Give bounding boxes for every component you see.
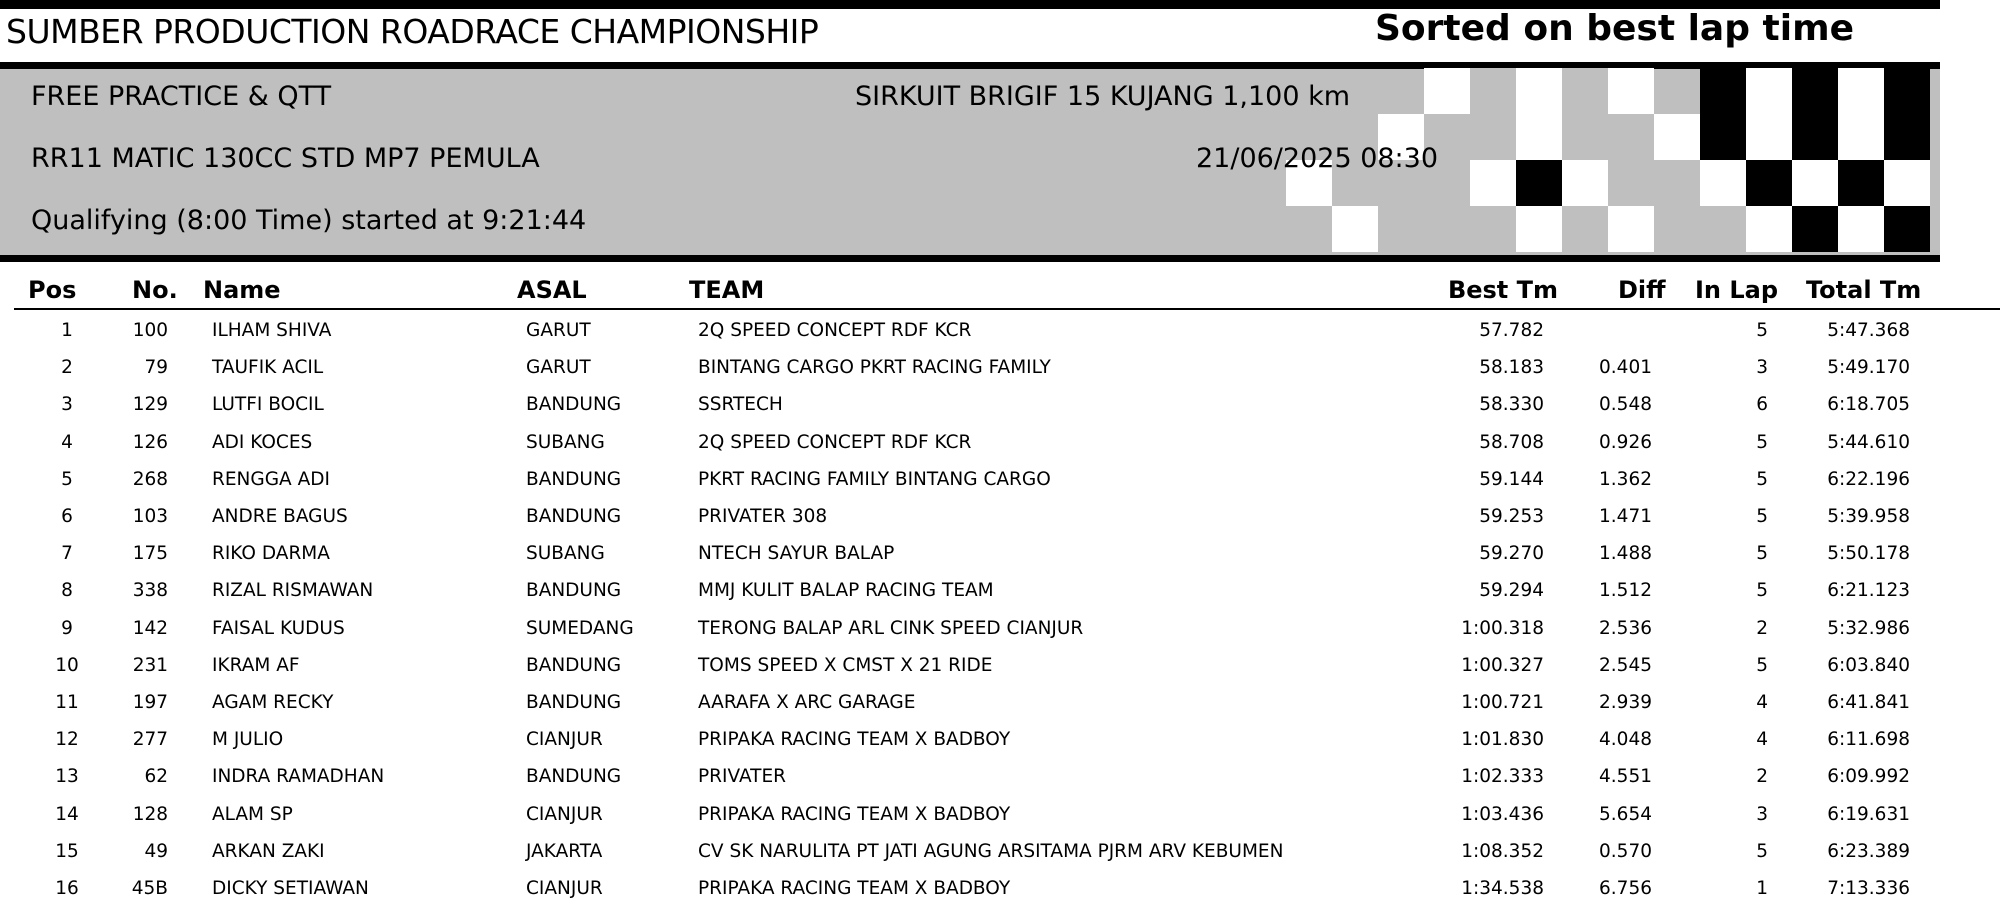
cell-no: 197 (132, 692, 168, 713)
cell-in-lap: 4 (1756, 729, 1768, 751)
cell-total-tm: 6:22.196 (1827, 468, 1910, 490)
cell-best-tm: 1:08.352 (1461, 840, 1544, 862)
flag-square (1700, 114, 1746, 160)
cell-in-lap: 4 (1756, 692, 1768, 713)
cell-total-tm: 6:11.698 (1827, 729, 1910, 751)
cell-team: PRIPAKA RACING TEAM X BADBOY (698, 878, 1011, 899)
cell-pos: 7 (61, 543, 73, 565)
col-header-best-tm-clip (1446, 270, 1558, 310)
col-header-no: No. (132, 276, 178, 304)
cell-pos: 4 (61, 431, 73, 453)
cell-name: DICKY SETIAWAN (212, 878, 369, 899)
table-row (0, 386, 2000, 423)
table-row (0, 758, 2000, 795)
cell-no: 175 (132, 543, 168, 565)
flag-square (1470, 68, 1516, 114)
flag-square (1562, 206, 1608, 252)
cell-in-lap: 5 (1756, 320, 1768, 341)
flag-square (1424, 206, 1470, 252)
cell-best-tm: 59.144 (1479, 468, 1544, 490)
cell-name: ILHAM SHIVA (212, 320, 332, 341)
cell-in-lap: 2 (1756, 766, 1768, 788)
col-header-in-lap: In Lap (1694, 276, 1778, 304)
cell-pos: 5 (61, 468, 73, 490)
cell-diff: 1.471 (1599, 506, 1652, 527)
flag-square (1838, 114, 1884, 160)
flag-square (1470, 206, 1516, 252)
flag-square (1838, 160, 1884, 206)
flag-square (1792, 114, 1838, 160)
flag-square (1424, 68, 1470, 114)
cell-name: M JULIO (212, 729, 284, 751)
flag-square (1608, 206, 1654, 252)
cell-asal: SUBANG (526, 431, 605, 453)
col-header-name: Name (203, 276, 281, 304)
cell-in-lap: 5 (1756, 468, 1768, 490)
table-row (0, 349, 2000, 386)
cell-pos: 1 (61, 320, 73, 341)
page-title: SUMBER PRODUCTION ROADRACE CHAMPIONSHIP (6, 12, 819, 51)
table-row (0, 870, 2000, 907)
cell-asal: SUBANG (526, 543, 605, 565)
cell-diff: 6.756 (1599, 878, 1652, 899)
flag-square (1838, 206, 1884, 252)
cell-name: IKRAM AF (212, 654, 300, 676)
cell-asal: BANDUNG (526, 766, 622, 788)
cell-pos: 9 (61, 617, 73, 639)
flag-square (1516, 68, 1562, 114)
cell-team: SSRTECH (698, 394, 783, 416)
cell-team: PKRT RACING FAMILY BINTANG CARGO (698, 468, 1051, 490)
cell-name: AGAM RECKY (212, 692, 334, 713)
cell-name: ADI KOCES (212, 431, 313, 453)
cell-best-tm: 1:34.538 (1461, 878, 1544, 899)
cell-diff: 1.488 (1599, 543, 1652, 565)
flag-square (1746, 206, 1792, 252)
cell-best-tm: 59.253 (1479, 506, 1544, 527)
col-header-team: TEAM (689, 276, 765, 304)
cell-asal: BANDUNG (526, 692, 622, 713)
session-info-panel (0, 62, 1940, 262)
flag-square (1516, 160, 1562, 206)
cell-in-lap: 1 (1756, 878, 1768, 899)
cell-pos: 3 (61, 394, 73, 416)
cell-diff: 0.548 (1599, 394, 1652, 416)
col-header-best-tm: Best Tm (1447, 276, 1558, 304)
cell-asal: GARUT (526, 320, 591, 341)
cell-best-tm: 58.183 (1479, 357, 1544, 379)
session-name: FREE PRACTICE & QTT (31, 81, 332, 112)
flag-square (1562, 160, 1608, 206)
cell-pos: 12 (55, 729, 79, 751)
cell-best-tm: 1:00.327 (1461, 654, 1544, 676)
cell-no: 100 (132, 320, 168, 341)
cell-diff: 4.551 (1599, 766, 1652, 788)
cell-best-tm: 58.708 (1479, 431, 1544, 453)
cell-asal: JAKARTA (526, 840, 603, 862)
session-datetime: 21/06/2025 08:30 (1196, 143, 1439, 174)
cell-asal: GARUT (526, 357, 591, 379)
cell-name: RENGGA ADI (212, 468, 330, 490)
cell-asal: CIANJUR (526, 803, 603, 825)
cell-team: TERONG BALAP ARL CINK SPEED CIANJUR (698, 617, 1084, 639)
flag-square (1792, 206, 1838, 252)
col-header-total-tm: Total Tm (1806, 276, 1922, 304)
cell-best-tm: 1:00.721 (1461, 692, 1544, 713)
cell-name: TAUFIK ACIL (212, 357, 324, 379)
cell-pos: 14 (55, 803, 79, 825)
cell-pos: 15 (55, 840, 79, 862)
cell-asal: BANDUNG (526, 654, 622, 676)
cell-diff: 5.654 (1599, 803, 1652, 825)
cell-best-tm: 1:01.830 (1461, 729, 1544, 751)
cell-pos: 11 (55, 692, 79, 713)
cell-no: 62 (144, 766, 168, 788)
cell-in-lap: 6 (1756, 394, 1768, 416)
cell-in-lap: 2 (1756, 617, 1768, 639)
cell-asal: BANDUNG (526, 506, 622, 527)
flag-square (1746, 114, 1792, 160)
cell-no: 128 (132, 803, 168, 825)
flag-square (1884, 206, 1930, 252)
flag-square (1608, 114, 1654, 160)
cell-asal: CIANJUR (526, 878, 603, 899)
cell-total-tm: 6:09.992 (1827, 766, 1910, 788)
cell-total-tm: 5:47.368 (1827, 320, 1910, 341)
race-class: RR11 MATIC 130CC STD MP7 PEMULA (31, 143, 540, 174)
cell-total-tm: 6:18.705 (1827, 394, 1910, 416)
cell-in-lap: 5 (1756, 840, 1768, 862)
flag-square (1792, 160, 1838, 206)
flag-square (1562, 68, 1608, 114)
cell-no: 103 (132, 506, 168, 527)
table-row (0, 312, 2000, 349)
cell-in-lap: 5 (1756, 654, 1768, 676)
table-row (0, 572, 2000, 609)
qualifying-info: Qualifying (8:00 Time) started at 9:21:44 (31, 205, 587, 236)
cell-no: 268 (132, 468, 168, 490)
table-row (0, 684, 2000, 721)
cell-no: 45B (131, 878, 168, 899)
header-divider (14, 308, 2000, 310)
cell-no: 338 (132, 580, 168, 602)
flag-square (1700, 160, 1746, 206)
cell-team: PRIPAKA RACING TEAM X BADBOY (698, 729, 1011, 751)
cell-pos: 16 (55, 878, 79, 899)
circuit-name: SIRKUIT BRIGIF 15 KUJANG 1,100 km (855, 81, 1351, 112)
cell-name: ARKAN ZAKI (212, 840, 325, 862)
col-header-pos: Pos (28, 276, 77, 304)
cell-best-tm: 1:03.436 (1461, 803, 1544, 825)
flag-square (1562, 114, 1608, 160)
flag-square (1884, 114, 1930, 160)
cell-pos: 10 (55, 654, 79, 676)
cell-team: TOMS SPEED X CMST X 21 RIDE (698, 654, 993, 676)
cell-team: BINTANG CARGO PKRT RACING FAMILY (698, 357, 1051, 379)
cell-name: INDRA RAMADHAN (212, 766, 385, 788)
cell-best-tm: 1:00.318 (1461, 617, 1544, 639)
col-header-diff: Diff (1618, 276, 1666, 304)
cell-pos: 6 (61, 506, 73, 527)
cell-team: 2Q SPEED CONCEPT RDF KCR (698, 431, 972, 453)
cell-total-tm: 6:19.631 (1827, 803, 1910, 825)
cell-name: RIKO DARMA (212, 543, 330, 565)
cell-diff: 2.545 (1599, 654, 1652, 676)
cell-no: 129 (132, 394, 168, 416)
cell-total-tm: 6:23.389 (1827, 840, 1910, 862)
cell-best-tm: 1:02.333 (1461, 766, 1544, 788)
flag-square (1884, 68, 1930, 114)
cell-no: 231 (132, 654, 168, 676)
cell-asal: BANDUNG (526, 580, 622, 602)
cell-in-lap: 5 (1756, 580, 1768, 602)
cell-asal: SUMEDANG (526, 617, 634, 639)
flag-square (1792, 68, 1838, 114)
cell-team: AARAFA X ARC GARAGE (698, 692, 916, 713)
cell-asal: BANDUNG (526, 468, 622, 490)
cell-in-lap: 3 (1756, 803, 1768, 825)
cell-best-tm: 59.270 (1479, 543, 1544, 565)
cell-diff: 2.939 (1599, 692, 1652, 713)
cell-no: 142 (132, 617, 168, 639)
cell-in-lap: 5 (1756, 431, 1768, 453)
cell-pos: 13 (55, 766, 79, 788)
cell-diff: 1.362 (1599, 468, 1652, 490)
col-header-in-lap-clip (1694, 270, 1778, 310)
cell-diff: 0.401 (1599, 357, 1652, 379)
cell-total-tm: 5:39.958 (1827, 506, 1910, 527)
cell-no: 126 (132, 431, 168, 453)
table-row (0, 498, 2000, 535)
cell-best-tm: 57.782 (1479, 320, 1544, 341)
flag-square (1746, 160, 1792, 206)
cell-total-tm: 5:44.610 (1827, 431, 1910, 453)
cell-name: FAISAL KUDUS (212, 617, 345, 639)
cell-best-tm: 58.330 (1479, 394, 1544, 416)
cell-in-lap: 5 (1756, 506, 1768, 527)
flag-square (1654, 114, 1700, 160)
cell-total-tm: 7:13.336 (1827, 878, 1910, 899)
cell-total-tm: 5:32.986 (1827, 617, 1910, 639)
cell-team: MMJ KULIT BALAP RACING TEAM (698, 580, 994, 602)
cell-total-tm: 6:03.840 (1827, 654, 1910, 676)
cell-diff: 0.570 (1599, 840, 1652, 862)
flag-square (1608, 68, 1654, 114)
cell-asal: BANDUNG (526, 394, 622, 416)
cell-asal: CIANJUR (526, 729, 603, 751)
cell-team: PRIVATER (698, 766, 787, 788)
cell-in-lap: 3 (1756, 357, 1768, 379)
cell-best-tm: 59.294 (1479, 580, 1544, 602)
cell-name: LUTFI BOCIL (212, 394, 324, 416)
table-row (0, 461, 2000, 498)
flag-square (1746, 68, 1792, 114)
flag-square (1654, 206, 1700, 252)
table-row (0, 647, 2000, 684)
sort-label: Sorted on best lap time (1375, 8, 1855, 49)
cell-name: ANDRE BAGUS (212, 506, 348, 527)
flag-square (1838, 68, 1884, 114)
table-row (0, 721, 2000, 758)
flag-square (1884, 160, 1930, 206)
cell-diff: 4.048 (1599, 729, 1652, 751)
cell-total-tm: 5:50.178 (1827, 543, 1910, 565)
flag-square (1516, 206, 1562, 252)
flag-square (1470, 114, 1516, 160)
cell-pos: 8 (61, 580, 73, 602)
flag-square (1700, 68, 1746, 114)
cell-in-lap: 5 (1756, 543, 1768, 565)
flag-square (1516, 114, 1562, 160)
cell-team: CV SK NARULITA PT JATI AGUNG ARSITAMA PJRM ARV KEBUMEN (698, 840, 1284, 862)
cell-no: 49 (144, 840, 168, 862)
cell-team: NTECH SAYUR BALAP (698, 543, 895, 565)
flag-square (1608, 160, 1654, 206)
cell-no: 79 (144, 357, 168, 379)
cell-team: PRIPAKA RACING TEAM X BADBOY (698, 803, 1011, 825)
table-row (0, 796, 2000, 833)
cell-team: 2Q SPEED CONCEPT RDF KCR (698, 320, 972, 341)
col-header-asal: ASAL (517, 276, 587, 304)
cell-total-tm: 6:21.123 (1827, 580, 1910, 602)
flag-square (1470, 160, 1516, 206)
flag-square (1332, 206, 1378, 252)
cell-diff: 0.926 (1599, 431, 1652, 453)
cell-diff: 2.536 (1599, 617, 1652, 639)
cell-team: PRIVATER 308 (698, 506, 828, 527)
cell-name: ALAM SP (212, 803, 293, 825)
cell-total-tm: 6:41.841 (1827, 692, 1910, 713)
flag-square (1654, 160, 1700, 206)
cell-total-tm: 5:49.170 (1827, 357, 1910, 379)
cell-no: 277 (132, 729, 168, 751)
table-row (0, 424, 2000, 461)
cell-diff: 1.512 (1599, 580, 1652, 602)
table-row (0, 833, 2000, 870)
cell-pos: 2 (61, 357, 73, 379)
cell-name: RIZAL RISMAWAN (212, 580, 374, 602)
table-row (0, 610, 2000, 647)
table-row (0, 535, 2000, 572)
